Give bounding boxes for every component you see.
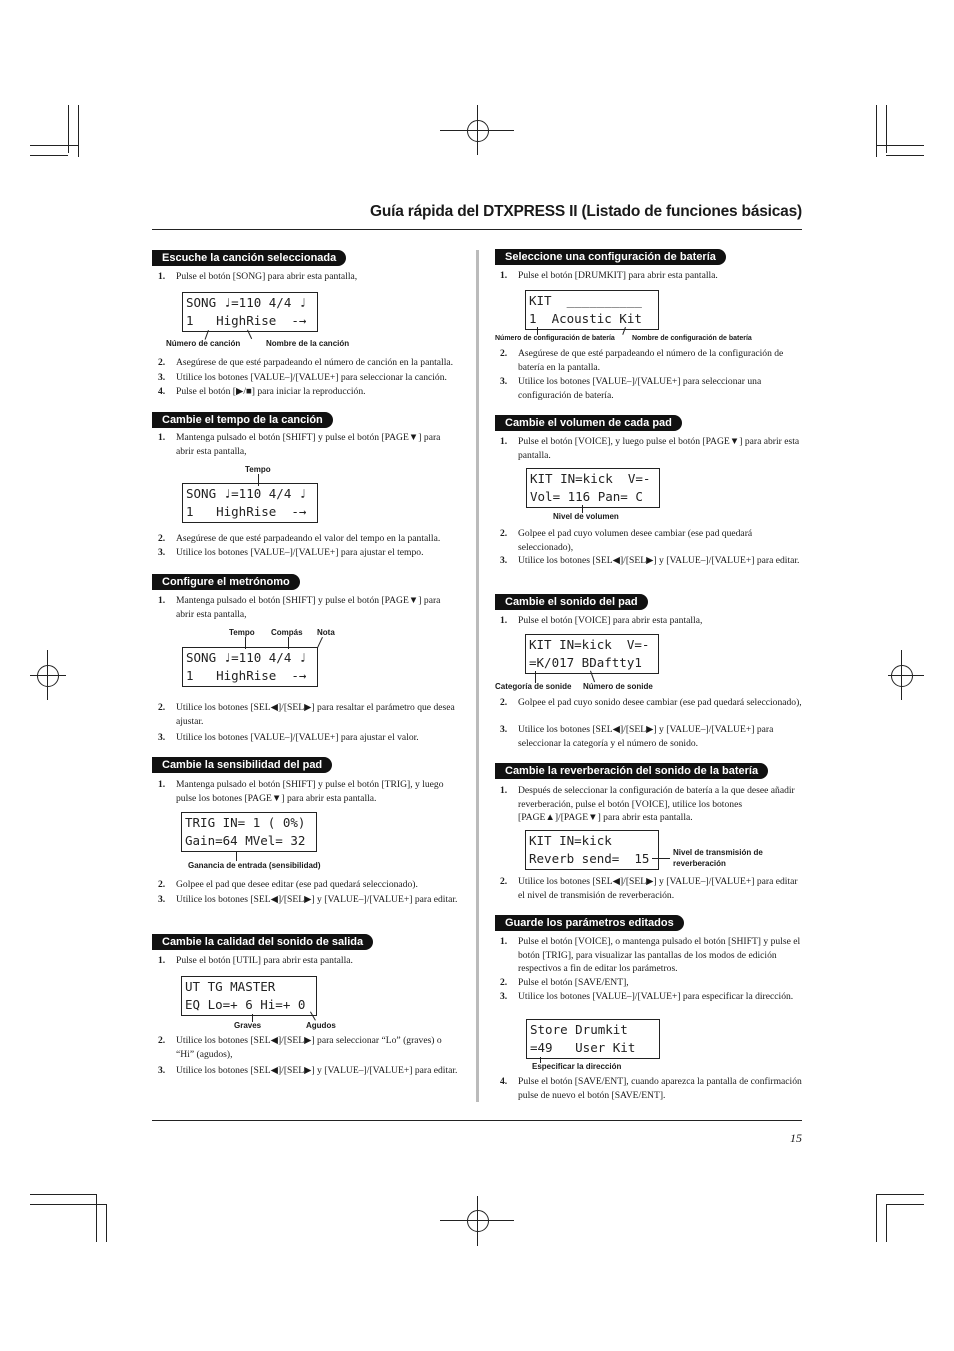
callout-label: Ganancia de entrada (sensibilidad) — [188, 861, 321, 870]
callout-label: Número de canción — [166, 339, 241, 348]
callout-label: Tempo — [229, 628, 255, 637]
step-item: 2. Utilice los botones [SEL◀]/[SEL▶] y [VALUE–]/[VALUE+] para editar el nivel de transmisión de reverberación. — [500, 876, 798, 901]
registration-mark — [891, 665, 913, 687]
step-item: 3. Utilice los botones [VALUE–]/[VALUE+] para ajustar el valor. — [158, 732, 419, 743]
step-item: 1. Mantenga pulsado el botón [SHIFT] y pulse el botón [PAGE▼] para abrir esta pantalla, — [158, 595, 441, 620]
step-item: 4. Pulse el botón [SAVE/ENT], cuando aparezca la pantalla de confirmación pulse de nuevo el botón [SAVE/ENT]. — [500, 1076, 802, 1101]
section-heading: Escuche la canción seleccionada — [152, 250, 346, 266]
crop-mark — [876, 105, 877, 157]
lcd-display: KIT __________ 1 Acoustic Kit — [525, 290, 659, 330]
crop-mark — [886, 1204, 887, 1242]
step-item: 1. Después de seleccionar la configuración de batería a la que desee añadir reverberación, pulse el botón [VOICE], utilice los botones [PAGE▲]/[PAGE▼] para abrir esta pantalla. — [500, 785, 795, 824]
callout-label: Nivel de volumen — [553, 512, 619, 521]
lcd-display: Store Drumkit =49 User Kit — [526, 1019, 660, 1059]
section-heading: Cambie el volumen de cada pad — [495, 415, 682, 431]
step-item: 3. Utilice los botones [SEL◀]/[SEL▶] y [VALUE–]/[VALUE+] para editar. — [500, 555, 800, 566]
crop-mark — [68, 105, 69, 153]
footer-rule — [152, 1120, 802, 1121]
section-heading: Guarde los parámetros editados — [495, 915, 684, 931]
step-item: 3. Utilice los botones [VALUE–]/[VALUE+] para seleccionar una configuración de batería. — [500, 376, 762, 401]
step-item: 1. Pulse el botón [VOICE] para abrir esta pantalla, — [500, 615, 703, 626]
callout-label: Especificar la dirección — [532, 1062, 622, 1071]
step-item: 4. Pulse el botón [▶/■] para iniciar la reproducción. — [158, 386, 366, 397]
step-item: 3. Utilice los botones [VALUE–]/[VALUE+] para ajustar el tempo. — [158, 547, 424, 558]
step-item: 2. Asegúrese de que esté parpadeando el número de canción en la pantalla. — [158, 357, 454, 368]
header-rule — [152, 229, 802, 230]
lcd-display: SONG ♩=110 4/4 ♩ 1 HighRise -→ — [182, 647, 318, 687]
step-item: 1. Pulse el botón [VOICE], y luego pulse el botón [PAGE▼] para abrir esta pantalla. — [500, 436, 800, 461]
step-item: 2. Asegúrese de que esté parpadeando el valor del tempo en la pantalla. — [158, 533, 441, 544]
callout-label: Nivel de transmisión de — [673, 848, 763, 857]
step-item: 2. Golpee el pad que desee editar (ese pad quedará seleccionado). — [158, 879, 418, 890]
callout-label: Agudos — [306, 1021, 336, 1030]
crop-mark — [876, 145, 924, 146]
step-item: 1. Pulse el botón [DRUMKIT] para abrir esta pantalla. — [500, 270, 718, 281]
callout-label: Tempo — [245, 465, 271, 474]
registration-mark — [888, 675, 924, 676]
registration-mark — [47, 650, 48, 700]
lcd-display: KIT IN=kick V=- Vol= 116 Pan= C — [526, 468, 660, 508]
column-divider — [476, 250, 479, 1102]
registration-mark — [37, 665, 59, 687]
step-item: 1. Mantenga pulsado el botón [SHIFT] y pulse el botón [PAGE▼] para abrir esta pantalla, — [158, 432, 441, 457]
section-heading: Cambie la calidad del sonido de salida — [152, 934, 373, 950]
registration-mark — [901, 650, 902, 700]
page-number: 15 — [790, 1131, 802, 1145]
page-title: Guía rápida del DTXPRESS II (Listado de funciones básicas) — [370, 203, 802, 220]
lcd-display: UT TG MASTER EQ Lo=+ 6 Hi=+ 0 — [181, 976, 317, 1016]
section-heading: Configure el metrónomo — [152, 574, 300, 590]
callout-label: Graves — [234, 1021, 262, 1030]
step-item: 2. Pulse el botón [SAVE/ENT], — [500, 977, 629, 988]
lcd-display: SONG ♩=110 4/4 ♩ 1 HighRise -→ — [182, 292, 318, 332]
crop-mark — [96, 1194, 97, 1242]
step-item: 1. Pulse el botón [UTIL] para abrir esta pantalla. — [158, 955, 353, 966]
callout-line — [537, 327, 538, 335]
lcd-display: TRIG IN= 1 ( 0%) Gain=64 MVel= 32 — [181, 812, 317, 852]
registration-mark — [467, 120, 489, 142]
lcd-display: SONG ♩=110 4/4 ♩ 1 HighRise -→ — [182, 483, 318, 523]
crop-mark — [876, 1194, 877, 1242]
lcd-display: KIT IN=kick V=- =K/017 BDaftty1 — [525, 634, 659, 674]
callout-label: Compás — [271, 628, 303, 637]
callout-label: Número de sonide — [583, 682, 653, 691]
section-heading: Cambie la reverberación del sonido de la batería — [495, 763, 768, 779]
crop-mark — [886, 105, 887, 153]
crop-mark — [30, 1194, 96, 1195]
step-item: 1. Pulse el botón [SONG] para abrir esta pantalla, — [158, 271, 358, 282]
step-item: 3. Utilice los botones [SEL◀]/[SEL▶] y [VALUE–]/[VALUE+] para seleccionar la categoría y el número de sonido. — [500, 724, 774, 749]
section-heading: Cambie la sensibilidad del pad — [152, 757, 332, 773]
callout-label: Nombre de configuración de batería — [632, 335, 752, 342]
registration-mark — [30, 675, 66, 676]
callout-label: reverberación — [673, 859, 726, 868]
step-item: 1. Pulse el botón [VOICE], o mantenga pulsado el botón [SHIFT] y pulse el botón [TRIG], para visualizar las pantallas de los modos de edición respectivos a fin de editar los parámetros. — [500, 936, 801, 975]
crop-mark — [30, 1204, 106, 1205]
crop-mark — [30, 155, 68, 156]
callout-line — [652, 858, 670, 859]
section-heading: Cambie el sonido del pad — [495, 594, 648, 610]
crop-mark — [106, 1204, 107, 1242]
callout-line — [236, 851, 237, 861]
step-item: 2. Asegúrese de que esté parpadeando el número de la configuración de batería en la pantalla. — [500, 348, 784, 373]
section-heading: Seleccione una configuración de batería — [495, 249, 726, 265]
callout-label: Número de configuración de batería — [495, 335, 615, 342]
callout-label: Nota — [317, 628, 335, 637]
registration-mark — [477, 105, 478, 155]
step-item: 2. Golpee el pad cuyo sonido desee cambiar (ese pad quedará seleccionado), — [500, 697, 802, 708]
crop-mark — [886, 155, 924, 156]
step-item: 3. Utilice los botones [SEL◀]/[SEL▶] y [VALUE–]/[VALUE+] para editar. — [158, 1065, 458, 1076]
registration-mark — [477, 1196, 478, 1246]
step-item: 1. Mantenga pulsado el botón [SHIFT] y pulse el botón [TRIG], y luego pulse los botones [PAGE▼] para abrir esta pantalla. — [158, 779, 444, 804]
section-heading: Cambie el tempo de la canción — [152, 412, 333, 428]
crop-mark — [876, 1194, 924, 1195]
lcd-display: KIT IN=kick Reverb send= 15 — [525, 830, 659, 870]
callout-label: Categoría de sonide — [495, 682, 572, 691]
crop-mark — [78, 105, 79, 157]
crop-mark — [30, 145, 78, 146]
step-item: 2. Golpee el pad cuyo volumen desee cambiar (ese pad quedará seleccionado), — [500, 528, 753, 553]
step-item: 3. Utilice los botones [SEL◀]/[SEL▶] y [VALUE–]/[VALUE+] para editar. — [158, 894, 458, 905]
step-item: 2. Utilice los botones [SEL◀]/[SEL▶] para seleccionar “Lo” (graves) o “Hi” (agudos), — [158, 1035, 442, 1060]
step-item: 3. Utilice los botones [VALUE–]/[VALUE+] para seleccionar la canción. — [158, 372, 447, 383]
callout-label: Nombre de la canción — [266, 339, 350, 348]
step-item: 2. Utilice los botones [SEL◀]/[SEL▶] para resaltar el parámetro que desea ajustar. — [158, 702, 455, 727]
registration-mark — [467, 1210, 489, 1232]
crop-mark — [886, 1204, 924, 1205]
step-item: 3. Utilice los botones [VALUE–]/[VALUE+] para especificar la dirección. — [500, 991, 794, 1002]
